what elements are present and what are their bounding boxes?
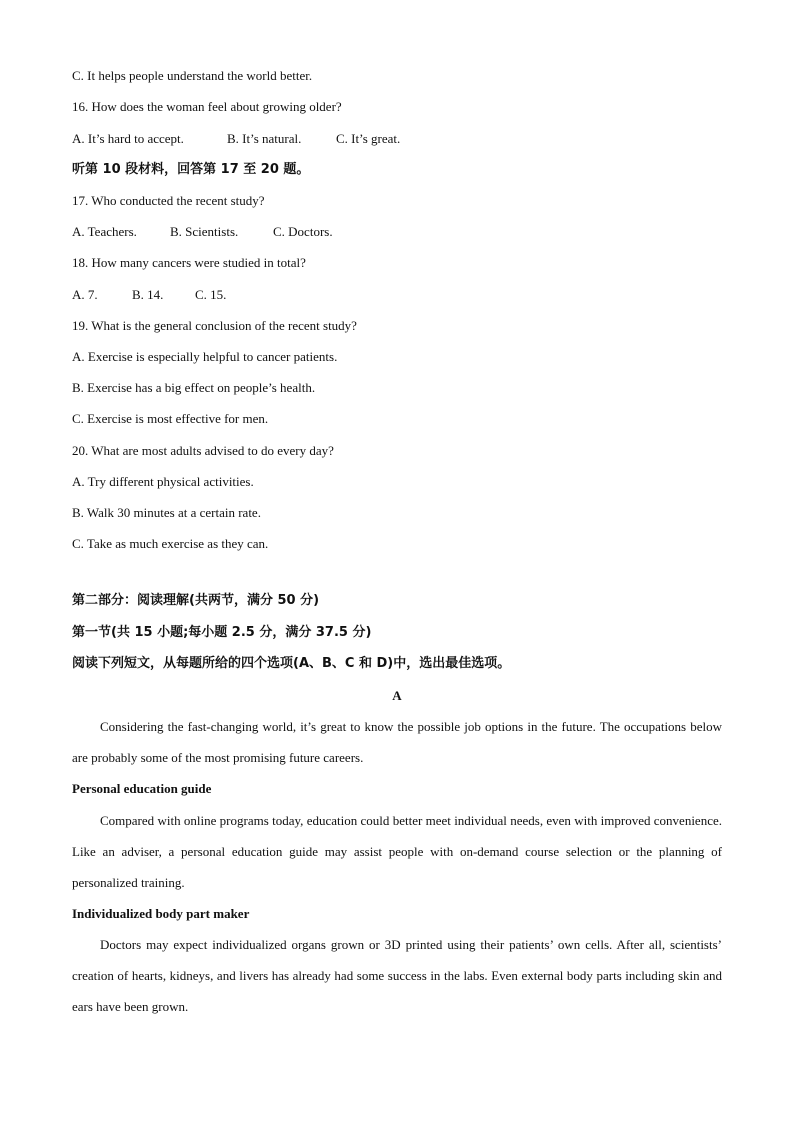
q19-option-c: C. Exercise is most effective for men.	[72, 411, 269, 426]
q19-option-a: A. Exercise is especially helpful to cancer patients.	[72, 349, 338, 364]
passage-label: A	[392, 688, 402, 703]
q20-option-c: C. Take as much exercise as they can.	[72, 536, 269, 551]
subheading-education-guide: Personal education guide	[72, 781, 212, 796]
q18-question: 18. How many cancers were studied in total?	[72, 255, 306, 270]
q17-question: 17. Who conducted the recent study?	[72, 193, 265, 208]
part2-instruction: 阅读下列短文，从每题所给的四个选项(A、B、C 和 D)中，选出最佳选项。	[72, 656, 511, 671]
q18-option-b: B. 14.	[132, 287, 164, 302]
q16-question: 16. How does the woman feel about growing older?	[72, 99, 342, 114]
q20-option-a: A. Try different physical activities.	[72, 474, 254, 489]
q16-option-a: A. It’s hard to accept.	[72, 131, 184, 146]
passage-intro: Considering the fast-changing world, it’s great to know the possible job options in the future. The occupations below are probably some of the most promising future careers.	[72, 719, 722, 765]
q17-option-a: A. Teachers.	[72, 224, 137, 239]
paragraph-education-guide: Compared with online programs today, education could better meet individual needs, even with improved convenience. Like an adviser, a personal education guide may assist people with on-demand course selection or the planning of personalized training.	[72, 813, 722, 890]
q17-option-c: C. Doctors.	[273, 224, 333, 239]
subheading-body-part-maker: Individualized body part maker	[72, 906, 250, 921]
q16-option-c: C. It’s great.	[336, 131, 401, 146]
q16-option-b: B. It’s natural.	[227, 131, 302, 146]
part2-heading: 第二部分：阅读理解(共两节，满分 50 分)	[72, 593, 320, 608]
q17-option-b: B. Scientists.	[170, 224, 239, 239]
q19-question: 19. What is the general conclusion of the recent study?	[72, 318, 357, 333]
q19-option-b: B. Exercise has a big effect on people’s health.	[72, 380, 316, 395]
q20-option-b: B. Walk 30 minutes at a certain rate.	[72, 505, 261, 520]
q18-option-c: C. 15.	[195, 287, 227, 302]
q20-question: 20. What are most adults advised to do every day?	[72, 443, 334, 458]
part2-section1: 第一节(共 15 小题;每小题 2.5 分，满分 37.5 分)	[72, 625, 372, 640]
paragraph-body-part-maker: Doctors may expect individualized organs grown or 3D printed using their patients’ own cells. After all, scientists’ creation of hearts, kidneys, and livers has already had some success in the labs. Even external body parts including skin and ears have been grown.	[72, 937, 722, 1014]
q16-options	[72, 131, 400, 147]
q18-option-a: A. 7.	[72, 287, 98, 302]
q15-option-c: C. It helps people understand the world better.	[72, 68, 313, 83]
section-10-heading: 听第 10 段材料，回答第 17 至 20 题。	[72, 162, 310, 177]
q17-options	[72, 224, 333, 240]
q18-options	[72, 287, 226, 303]
